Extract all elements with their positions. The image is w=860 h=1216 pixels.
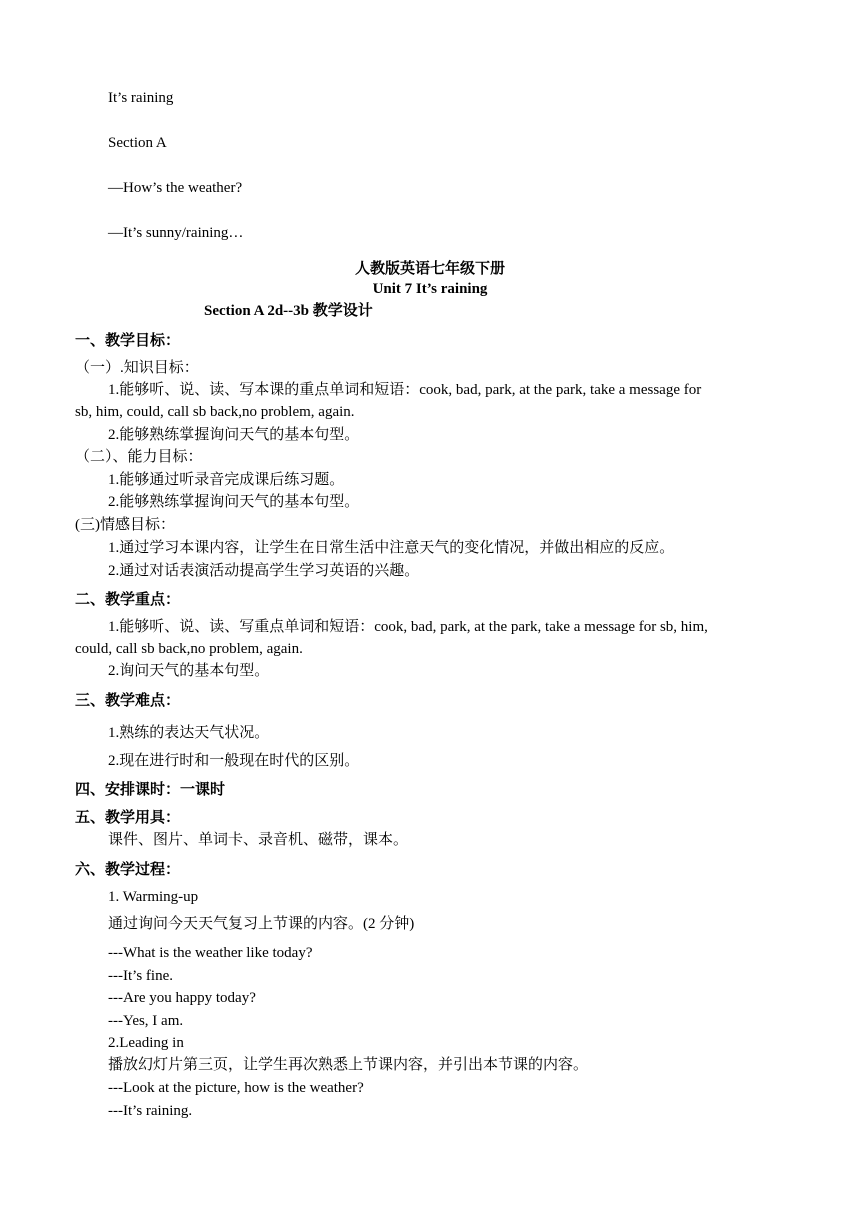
ability-item-1: 1.能够通过听录音完成课后练习题。	[108, 472, 345, 488]
unit-title: Unit 7 It’s raining	[372, 281, 488, 297]
dialogue-line-1: ---What is the weather like today?	[108, 945, 313, 961]
intro-line-4: —It’s sunny/raining…	[108, 225, 244, 241]
subheading-ability: （二）、能力目标：	[75, 449, 203, 465]
dialogue-line-2: ---It’s fine.	[108, 968, 173, 984]
heading-difficulties: 三、教学难点：	[75, 691, 181, 709]
intro-line-2: Section A	[108, 135, 167, 151]
materials-list: 课件、图片、单词卡、录音机、磁带，课本。	[108, 832, 409, 848]
heading-procedure: 六、教学过程：	[75, 860, 181, 878]
heading-schedule: 四、安排课时：一课时	[75, 780, 226, 798]
document-title: 人教版英语七年级下册	[354, 259, 505, 277]
dialogue-line-5: ---Look at the picture, how is the weather?	[108, 1080, 364, 1096]
ability-item-2: 2.能够熟练掌握询问天气的基本句型。	[108, 494, 360, 510]
knowledge-item-1-cont: sb, him, could, call sb back,no problem, again.	[75, 404, 355, 420]
key-point-1: 1.能够听、说、读、写重点单词和短语：cook, bad, park, at the park, take a message for sb, him,	[108, 619, 708, 635]
warming-up-desc: 通过询问今天天气复习上节课的内容。(2 分钟)	[108, 916, 415, 932]
leading-in-desc: 播放幻灯片第三页，让学生再次熟悉上节课内容，并引出本节课的内容。	[108, 1057, 589, 1073]
knowledge-item-1: 1.能够听、说、读、写本课的重点单词和短语：cook, bad, park, at the park, take a message for	[108, 382, 702, 398]
heading-key-points: 二、教学重点：	[75, 590, 181, 608]
knowledge-item-2: 2.能够熟练掌握询问天气的基本句型。	[108, 427, 360, 443]
key-point-1-cont: could, call sb back,no problem, again.	[75, 641, 303, 657]
difficulty-2: 2.现在进行时和一般现在时代的区别。	[108, 753, 360, 769]
subheading-emotion: (三)情感目标：	[75, 517, 175, 533]
intro-line-1: It’s raining	[108, 90, 174, 106]
heading-materials: 五、教学用具：	[75, 808, 181, 826]
dialogue-line-4: ---Yes, I am.	[108, 1013, 184, 1029]
difficulty-1: 1.熟练的表达天气状况。	[108, 725, 270, 741]
warming-up-title: 1. Warming-up	[108, 889, 199, 905]
emotion-item-2: 2.通过对话表演活动提高学生学习英语的兴趣。	[108, 563, 420, 579]
dialogue-line-3: ---Are you happy today?	[108, 990, 256, 1006]
intro-line-3: —How’s the weather?	[108, 180, 243, 196]
dialogue-line-6: ---It’s raining.	[108, 1103, 193, 1119]
key-point-2: 2.询问天气的基本句型。	[108, 663, 270, 679]
section-title: Section A 2d--3b 教学设计	[204, 303, 373, 319]
leading-in-title: 2.Leading in	[108, 1035, 184, 1051]
emotion-item-1: 1.通过学习本课内容，让学生在日常生活中注意天气的变化情况，并做出相应的反应。	[108, 540, 675, 556]
subheading-knowledge: （一）.知识目标：	[75, 360, 199, 376]
heading-objectives: 一、教学目标：	[75, 331, 181, 349]
